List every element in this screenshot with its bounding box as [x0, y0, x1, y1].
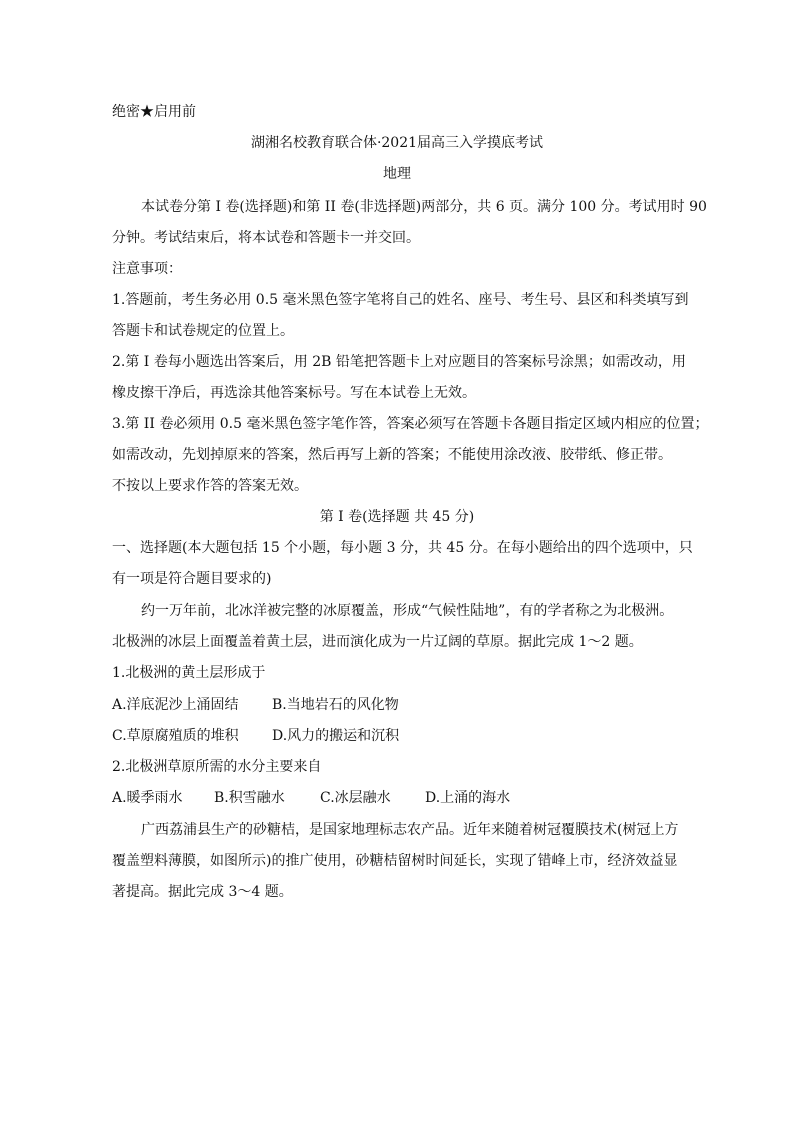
- passage-2-line-1: 广西荔浦县生产的砂糖桔，是国家地理标志农产品。近年来随着树冠覆膜技术(树冠上方: [141, 822, 679, 838]
- passage-2-line-2: 覆盖塑料薄膜，如图所示)的推广使用，砂糖桔留树时间延长，实现了错峰上市，经济效益显: [112, 853, 678, 869]
- section-1-instr-line-1: 一、选择题(本大题包括 15 个小题，每小题 3 分，共 45 分。在每小题给出的四个选项中，只: [112, 540, 693, 556]
- passage-1-line-2: 北极洲的冰层上面覆盖着黄土层，进而演化成为一片辽阔的草原。据此完成 1～2 题。: [112, 634, 643, 650]
- question-1-option-a: A.洋底泥沙上涌固结: [112, 697, 239, 713]
- question-1-options-row-2: [112, 726, 672, 746]
- secret-mark: 绝密★启用前: [112, 104, 196, 120]
- notes-heading: 注意事项：: [112, 261, 182, 277]
- intro-line-1: 本试卷分第 I 卷(选择题)和第 II 卷(非选择题)两部分，共 6 页。满分 100 分。考试用时 90: [141, 199, 707, 215]
- question-1-option-c: C.草原腐殖质的堆积: [112, 728, 239, 744]
- exam-title: 湖湘名校教育联合体·2021届高三入学摸底考试: [250, 135, 544, 151]
- subject-title: 地理: [383, 166, 411, 182]
- question-2-option-b: B.积雪融水: [214, 790, 285, 806]
- intro-line-2: 分钟。考试结束后，将本试卷和答题卡一并交回。: [112, 230, 420, 246]
- question-1-option-b: B.当地岩石的风化物: [272, 697, 399, 713]
- section-1-instr-line-2: 有一项是符合题目要求的): [112, 571, 272, 587]
- section-1-title: 第 I 卷(选择题 共 45 分): [319, 509, 475, 525]
- note-2-line-2: 橡皮擦干净后，再选涂其他答案标号。写在本试卷上无效。: [112, 385, 476, 401]
- passage-1-line-1: 约一万年前，北冰洋被完整的冰原覆盖，形成“气候性陆地”，有的学者称之为北极洲。: [141, 603, 674, 619]
- question-1-option-d: D.风力的搬运和沉积: [272, 728, 400, 744]
- note-3-line-1: 3.第 II 卷必须用 0.5 毫米黑色签字笔作答，答案必须写在答题卡各题目指定区域内相应的位置；: [112, 416, 709, 432]
- question-2-option-a: A.暖季雨水: [112, 790, 183, 806]
- question-2-options-row: [112, 788, 672, 808]
- note-1-line-1: 1.答题前，考生务必用 0.5 毫米黑色签字笔将自己的姓名、座号、考生号、县区和科类填写到: [112, 292, 689, 308]
- note-2-line-1: 2.第 I 卷每小题选出答案后，用 2B 铅笔把答题卡上对应题目的答案标号涂黑；如需改动，用: [112, 354, 686, 370]
- question-2-option-c: C.冰层融水: [320, 790, 391, 806]
- passage-2-line-3: 著提高。据此完成 3～4 题。: [112, 884, 293, 900]
- question-1-options-row-1: [112, 695, 672, 715]
- note-3-line-3: 不按以上要求作答的答案无效。: [112, 478, 308, 494]
- question-2-option-d: D.上涌的海水: [425, 790, 511, 806]
- note-3-line-2: 如需改动，先划掉原来的答案，然后再写上新的答案；不能使用涂改液、胶带纸、修正带。: [112, 447, 672, 463]
- question-1-stem: 1.北极洲的黄土层形成于: [112, 665, 266, 681]
- question-2-stem: 2.北极洲草原所需的水分主要来自: [112, 759, 322, 775]
- note-1-line-2: 答题卡和试卷规定的位置上。: [112, 323, 294, 339]
